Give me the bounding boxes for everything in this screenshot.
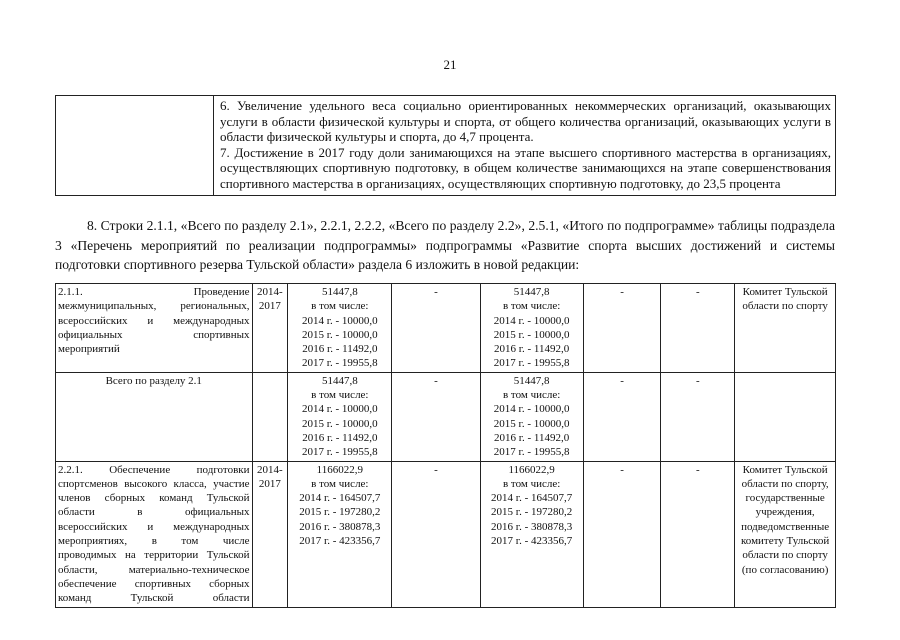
measure-name-line: 2.2.1. Обеспечение подготовки (58, 463, 250, 476)
total-funding-line: 2015 г. - 10000,0 (301, 328, 378, 341)
measure-name-line: всероссийских и международных (58, 520, 250, 533)
other-funding-cell: - (661, 461, 735, 607)
total-funding-line: в том числе: (311, 477, 369, 490)
municipal-funding-cell: - (583, 284, 661, 373)
total-funding-line: 51447,8 (321, 374, 358, 387)
measure-name-line: области, материально-техническое (58, 563, 250, 576)
executor-line: Комитет Тульской (742, 463, 828, 476)
regional-funding-line: 2015 г. - 10000,0 (493, 328, 570, 341)
total-funding-line: в том числе: (311, 389, 369, 402)
total-funding-line: 2014 г. - 10000,0 (301, 403, 378, 416)
years-cell (252, 284, 288, 373)
regional-funding-line: 2017 г. - 423356,7 (491, 535, 573, 548)
total-funding-line: 2014 г. - 10000,0 (301, 314, 378, 327)
executor-line: области по спорту (742, 549, 828, 562)
regional-funding-line: 51447,8 (513, 374, 550, 387)
years-line: 2014- (257, 463, 283, 476)
years-line: 2017 (258, 477, 281, 490)
total-funding-line: 2015 г. - 197280,2 (299, 506, 381, 519)
executor-line: подведомственные (741, 520, 830, 533)
table-row (56, 372, 836, 461)
other-funding-cell: - (661, 372, 735, 461)
regional-funding-line: 2014 г. - 10000,0 (493, 314, 570, 327)
federal-funding-cell: - (392, 284, 480, 373)
municipal-funding-cell: - (583, 372, 661, 461)
continuation-row (56, 96, 836, 196)
total-funding-line: 2017 г. - 423356,7 (299, 535, 381, 548)
measure-name-line: обеспечение спортивных сборных (58, 577, 250, 590)
regional-funding-line: 1166022,9 (508, 463, 555, 476)
page-number: 21 (443, 57, 457, 72)
regional-funding-cell (480, 372, 583, 461)
measure-name-line: Всего по разделу 2.1 (105, 374, 202, 387)
total-funding-line: 2017 г. - 19955,8 (301, 357, 378, 370)
executor-line: Комитет Тульской (742, 286, 828, 298)
measures-table (55, 283, 836, 608)
continuation-empty-cell (56, 96, 214, 196)
measure-name-line: членов сборных команд Тульской (58, 492, 250, 505)
executor-line: учреждения, (755, 506, 815, 519)
municipal-funding-cell: - (583, 461, 661, 607)
federal-funding-cell: - (392, 461, 480, 607)
regional-funding-line: в том числе: (502, 300, 561, 313)
measure-name-line: области в официальных (58, 506, 250, 519)
measure-name-line: мероприятий (58, 343, 120, 356)
executor-cell (735, 372, 836, 461)
measure-name-line: мероприятиях, в том числе (58, 535, 250, 548)
measure-name-cell (56, 284, 253, 373)
executor-line: области по спорту, (741, 477, 829, 490)
executor-cell (735, 284, 836, 373)
total-funding-line: 2016 г. - 380878,3 (299, 520, 381, 533)
regional-funding-line: 2014 г. - 10000,0 (493, 403, 570, 416)
years-line: 2014- (257, 286, 283, 298)
measure-name-line: всероссийских и международных (58, 314, 250, 327)
executor-line: государственные (745, 492, 825, 505)
executor-line: комитету Тульской (741, 535, 830, 548)
regional-funding-line: 2014 г. - 164507,7 (491, 492, 573, 505)
continuation-table (55, 95, 836, 196)
regional-funding-line: 2017 г. - 19955,8 (493, 446, 570, 459)
measure-name-cell (56, 372, 253, 461)
years-cell (252, 372, 288, 461)
amendment-paragraph (55, 216, 835, 275)
regional-funding-line: в том числе: (502, 477, 561, 490)
total-funding-line: 51447,8 (321, 286, 358, 298)
measure-name-cell (56, 461, 253, 607)
total-funding-line: 1166022,9 (316, 463, 363, 476)
federal-funding-cell: - (392, 372, 480, 461)
regional-funding-line: 2015 г. - 10000,0 (493, 417, 570, 430)
years-cell (252, 461, 288, 607)
total-funding-cell (288, 284, 392, 373)
years-line: 2017 (258, 300, 281, 313)
total-funding-cell (288, 372, 392, 461)
table-row (56, 461, 836, 607)
total-funding-line: 2016 г. - 11492,0 (302, 431, 378, 444)
total-funding-line: в том числе: (311, 300, 369, 313)
continuation-text-cell (214, 96, 836, 196)
measure-name-line: команд Тульской области (58, 592, 250, 605)
regional-funding-line: 2016 г. - 380878,3 (491, 520, 573, 533)
executor-line: области по спорту (742, 300, 828, 313)
other-funding-cell: - (661, 284, 735, 373)
table-row (56, 284, 836, 373)
total-funding-cell (288, 461, 392, 607)
regional-funding-line: 51447,8 (513, 286, 550, 298)
regional-funding-line: 2016 г. - 11492,0 (494, 343, 570, 356)
continuation-item-6: 6. Увеличение удельного веса социально ориентированных некоммерческих организаций, оказывающих услуги в области физической культуры и спорта, от общего количества организаций, оказывающих услуги в области физической культуры и спорта, до 4,7 процента. (220, 98, 831, 145)
total-funding-line: 2015 г. - 10000,0 (301, 417, 378, 430)
measure-name-line: межмуниципальных, региональных, (58, 300, 250, 313)
regional-funding-cell (480, 284, 583, 373)
executor-line: (по согласованию) (741, 563, 829, 576)
regional-funding-line: в том числе: (502, 389, 561, 402)
measure-name-line: проводимых на территории Тульской (58, 549, 250, 562)
measure-name-line: 2.1.1. Проведение (58, 286, 250, 298)
continuation-item-7: 7. Достижение в 2017 году доли занимающихся на этапе высшего спортивного мастерства в организациях, осуществляющих спортивную подготовку, в общем количестве занимающихся на этапе совершенствования спортивного мастерства в организациях, осуществляющих спортивную подготовку, до 23,5 процента (220, 144, 831, 191)
regional-funding-line: 2016 г. - 11492,0 (494, 431, 570, 444)
total-funding-line: 2017 г. - 19955,8 (301, 446, 378, 459)
regional-funding-cell (480, 461, 583, 607)
amendment-paragraph-text: 8. Строки 2.1.1, «Всего по разделу 2.1», 2.2.1, 2.2.2, «Всего по разделу 2.2», 2.5.1, «Итого по подпрограмме» таблицы подраздела 3 «Перечень мероприятий по реализации подпрограммы» подпрограммы «Развитие спорта высших достижений и системы подготовки спортивного резерва Тульской области» раздела 6 изложить в новой редакции: (55, 218, 835, 272)
regional-funding-line: 2015 г. - 197280,2 (491, 506, 573, 519)
total-funding-line: 2014 г. - 164507,7 (299, 492, 381, 505)
measure-name-line: спортсменов высокого класса, участие (58, 477, 250, 490)
total-funding-line: 2016 г. - 11492,0 (302, 343, 378, 356)
regional-funding-line: 2017 г. - 19955,8 (493, 357, 570, 370)
executor-cell (735, 461, 836, 607)
measure-name-line: официальных спортивных (58, 328, 250, 341)
